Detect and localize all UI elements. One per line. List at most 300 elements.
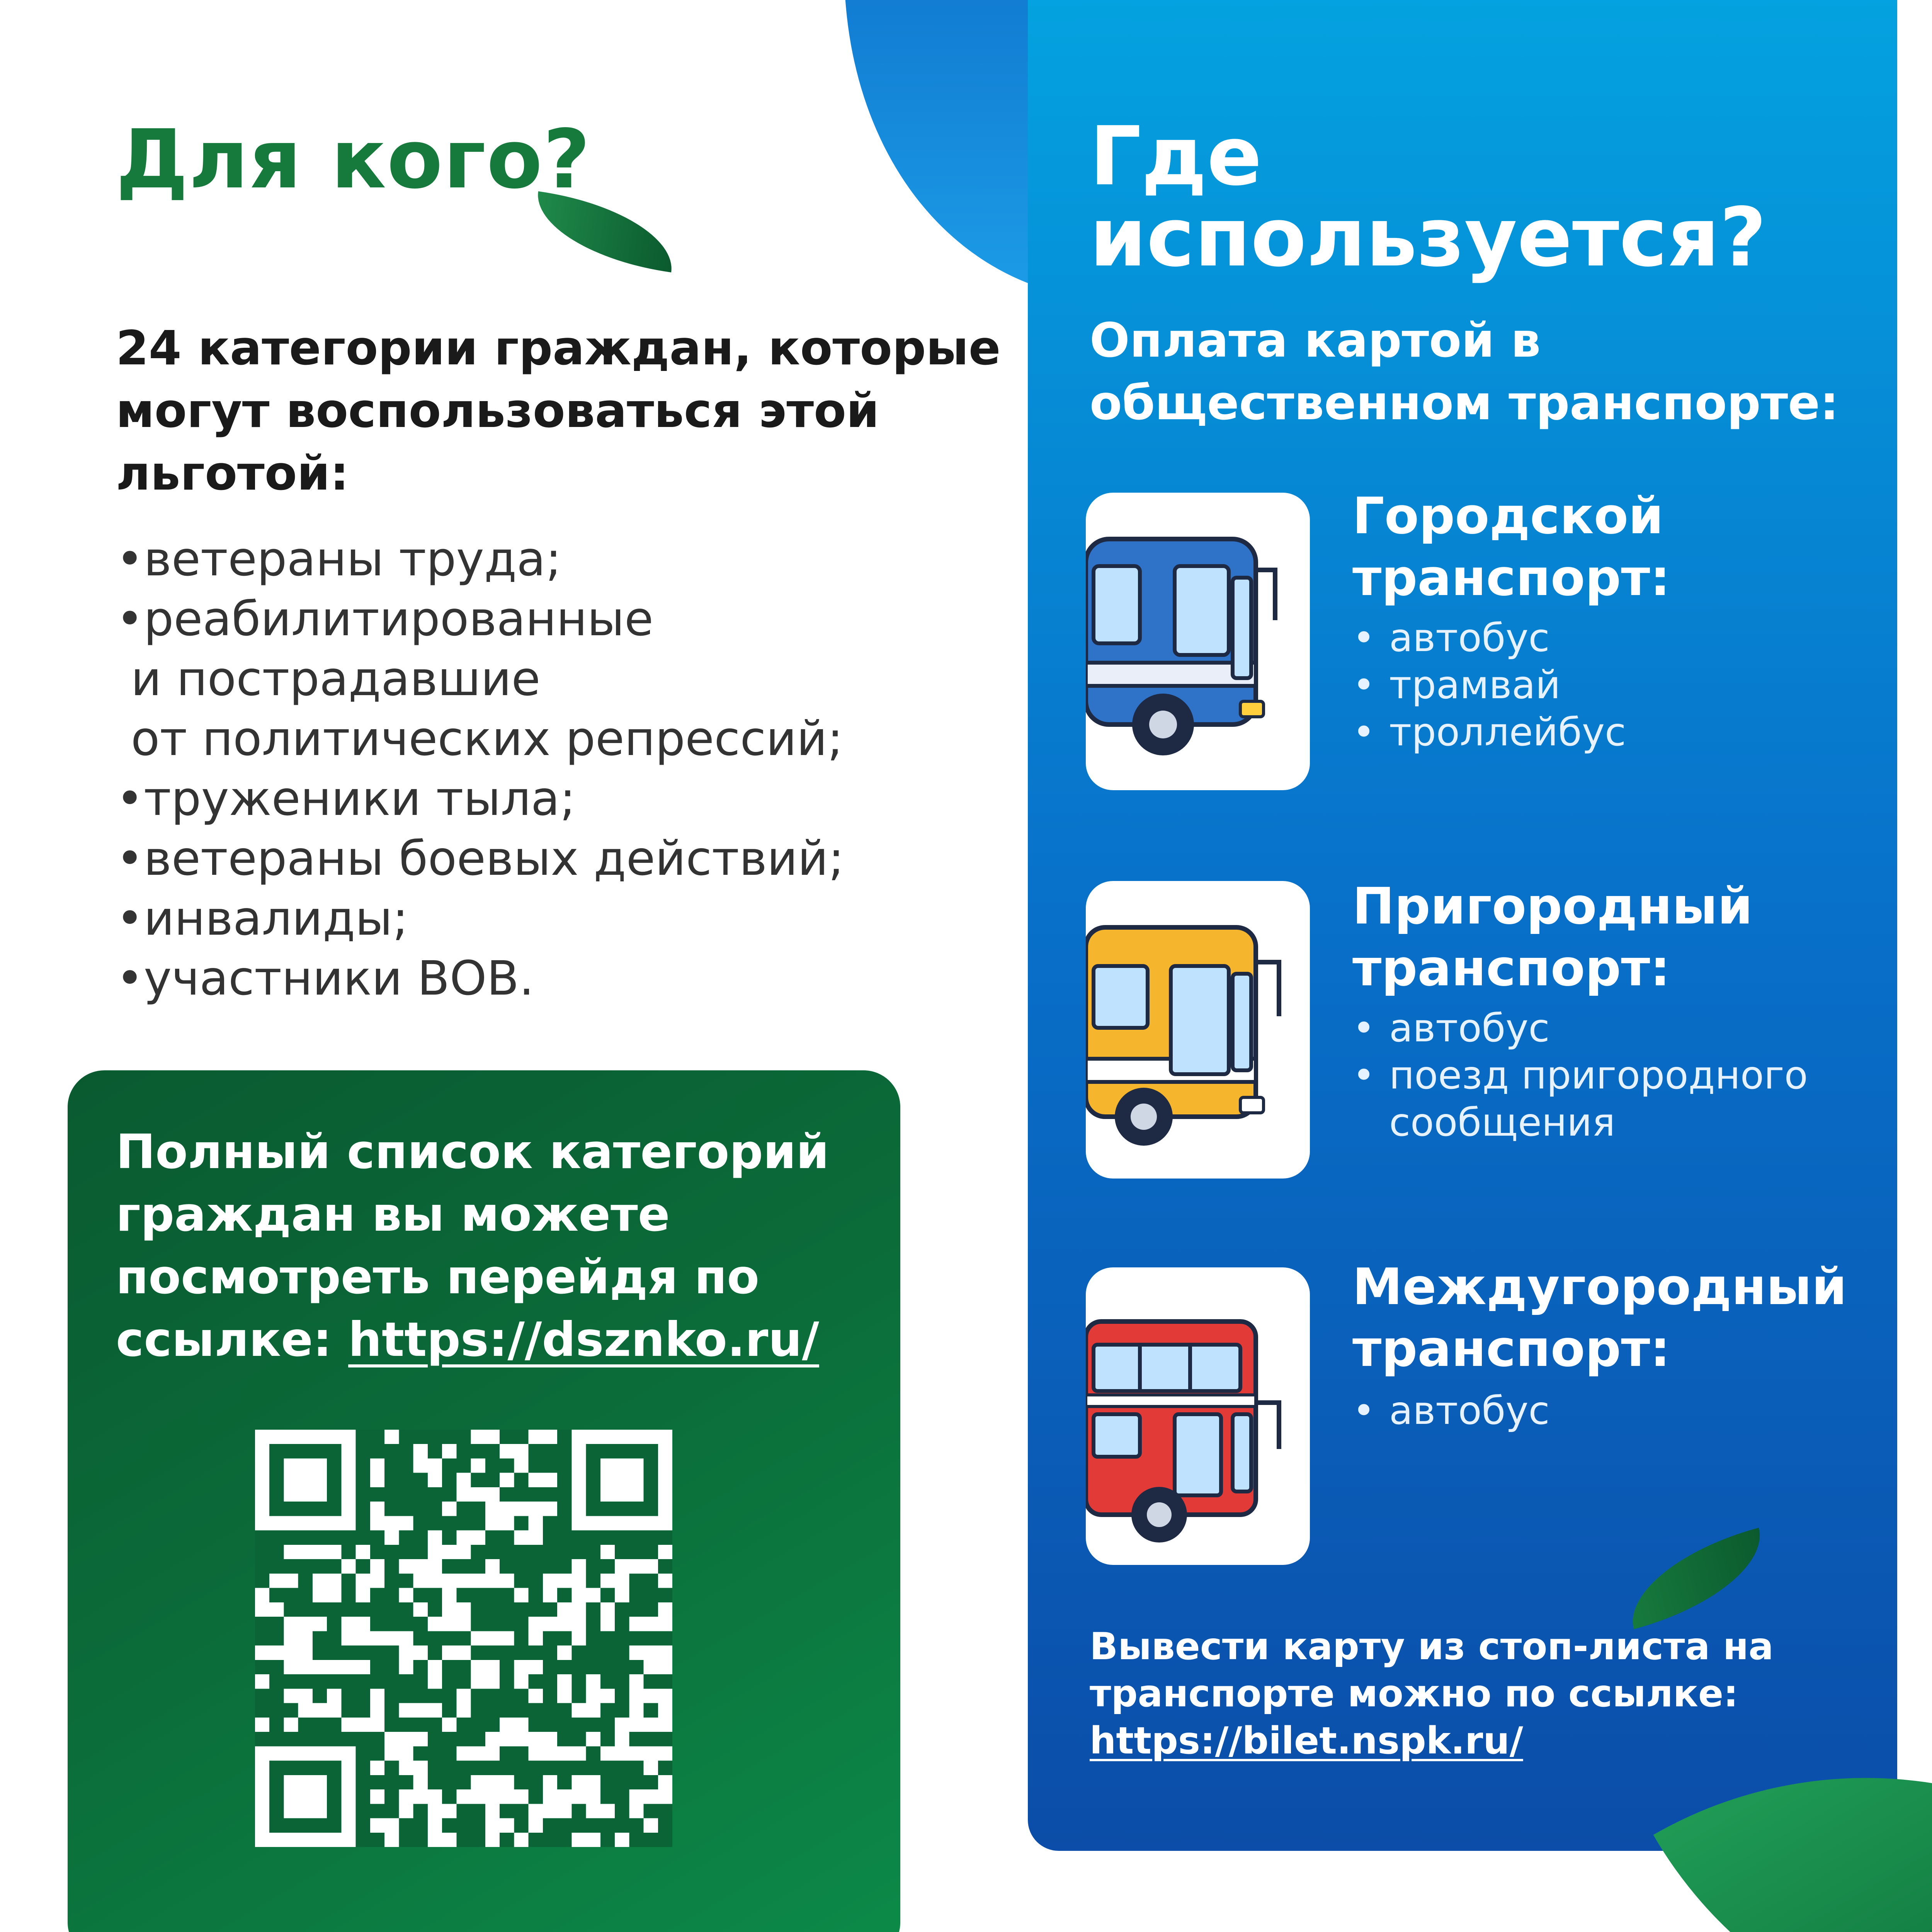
qr-module — [255, 1718, 269, 1732]
qr-module — [543, 1732, 557, 1746]
qr-module — [514, 1458, 528, 1473]
qr-module — [428, 1617, 442, 1631]
qr-module — [485, 1818, 500, 1833]
qr-module — [413, 1573, 428, 1588]
qr-module — [370, 1502, 384, 1516]
qr-module — [442, 1646, 456, 1660]
qr-module — [615, 1732, 629, 1746]
qr-module — [529, 1804, 543, 1818]
qr-module — [399, 1804, 413, 1818]
qr-module — [514, 1588, 528, 1602]
qr-module — [413, 1444, 428, 1458]
qr-module — [644, 1617, 658, 1631]
qr-module — [428, 1674, 442, 1689]
qr-module — [442, 1573, 456, 1588]
qr-module — [413, 1761, 428, 1775]
intercity-transport-title: Междугородный транспорт: — [1352, 1257, 1847, 1378]
qr-module — [629, 1703, 643, 1718]
qr-module — [658, 1646, 672, 1660]
qr-module — [471, 1674, 485, 1689]
qr-module — [658, 1718, 672, 1732]
qr-module — [658, 1746, 672, 1760]
qr-module — [399, 1789, 413, 1804]
qr-module — [370, 1573, 384, 1588]
qr-module — [557, 1746, 571, 1760]
qr-module — [356, 1718, 370, 1732]
qr-module — [341, 1718, 355, 1732]
qr-module — [370, 1761, 384, 1775]
qr-module — [485, 1674, 500, 1689]
qr-module — [571, 1746, 586, 1760]
qr-module — [471, 1631, 485, 1645]
list-item: •ветераны труда; — [116, 532, 562, 587]
qr-module — [284, 1631, 298, 1645]
qr-module — [586, 1833, 600, 1847]
double-decker-bus-icon — [1086, 1267, 1310, 1565]
qr-module — [456, 1487, 471, 1502]
qr-module — [456, 1789, 471, 1804]
list-item: • автобус — [1352, 1005, 1816, 1052]
qr-module — [284, 1573, 298, 1588]
qr-module — [629, 1718, 643, 1732]
qr-module — [327, 1573, 341, 1588]
qr-module — [615, 1833, 629, 1847]
qr-module — [485, 1804, 500, 1818]
qr-module — [571, 1573, 586, 1588]
qr-module — [658, 1545, 672, 1559]
qr-module — [485, 1430, 500, 1444]
qr-module — [571, 1588, 586, 1602]
qr-module — [370, 1631, 384, 1645]
qr-module — [485, 1732, 500, 1746]
city-transport-title: Городской транспорт: — [1352, 486, 1670, 607]
qr-module — [269, 1646, 284, 1660]
qr-module — [644, 1761, 658, 1775]
qr-module — [456, 1545, 471, 1559]
qr-module — [370, 1473, 384, 1487]
qr-module — [456, 1746, 471, 1760]
list-item: • трамвай — [1352, 662, 1816, 709]
qr-module — [658, 1602, 672, 1617]
qr-module — [586, 1732, 600, 1746]
full-list-description: Полный список категорий граждан вы можете посмотреть перейдя по ссылке: — [116, 1124, 829, 1367]
qr-module — [327, 1660, 341, 1674]
qr-module — [514, 1444, 528, 1458]
qr-module — [442, 1502, 456, 1516]
qr-module — [298, 1703, 313, 1718]
qr-module — [442, 1617, 456, 1631]
qr-module — [543, 1430, 557, 1444]
qr-module — [399, 1559, 413, 1573]
qr-module — [571, 1833, 586, 1847]
list-item: •инвалиды; — [116, 891, 408, 946]
qr-module — [298, 1631, 313, 1645]
qr-module — [514, 1789, 528, 1804]
qr-module — [586, 1674, 600, 1689]
suburban-transport-title: Пригородный транспорт: — [1352, 877, 1753, 997]
qr-module — [557, 1573, 571, 1588]
qr-module — [384, 1516, 399, 1530]
qr-module — [370, 1458, 384, 1473]
qr-module — [514, 1660, 528, 1674]
qr-module — [399, 1588, 413, 1602]
qr-module — [384, 1531, 399, 1545]
qr-module — [514, 1531, 528, 1545]
qr-module — [384, 1430, 399, 1444]
qr-module — [255, 1588, 269, 1602]
qr-module — [600, 1804, 615, 1818]
qr-module — [269, 1573, 284, 1588]
qr-module — [370, 1516, 384, 1530]
qr-module — [600, 1545, 615, 1559]
qr-module — [485, 1502, 500, 1516]
qr-module — [341, 1631, 355, 1645]
qr-module — [485, 1746, 500, 1760]
qr-module — [284, 1646, 298, 1660]
qr-module — [471, 1531, 485, 1545]
qr-module — [644, 1660, 658, 1674]
qr-module — [571, 1703, 586, 1718]
qr-module — [485, 1516, 500, 1530]
full-list-text — [116, 1121, 881, 1371]
qr-module — [543, 1746, 557, 1760]
categories-list — [116, 529, 966, 1009]
list-item: • поезд пригородного сообщения — [1352, 1052, 1816, 1146]
qr-module — [529, 1631, 543, 1645]
qr-module — [500, 1502, 514, 1516]
list-item: • троллейбус — [1352, 709, 1816, 756]
qr-module — [442, 1444, 456, 1458]
qr-module — [399, 1631, 413, 1645]
qr-module — [413, 1703, 428, 1718]
qr-module — [586, 1789, 600, 1804]
qr-module — [514, 1718, 528, 1732]
list-item: • автобус — [1352, 1387, 1816, 1434]
qr-module — [543, 1775, 557, 1789]
qr-module — [485, 1487, 500, 1502]
qr-module — [543, 1804, 557, 1818]
qr-module — [255, 1646, 269, 1660]
qr-module — [399, 1761, 413, 1775]
qr-module — [428, 1458, 442, 1473]
qr-module — [644, 1646, 658, 1660]
where-used-title-line2: используется? — [1090, 190, 1767, 285]
qr-module — [399, 1703, 413, 1718]
qr-module — [658, 1617, 672, 1631]
qr-module — [313, 1703, 327, 1718]
suburban-bus-card — [1086, 881, 1310, 1179]
qr-module — [471, 1775, 485, 1789]
qr-module — [313, 1617, 327, 1631]
qr-module — [399, 1660, 413, 1674]
qr-module — [557, 1602, 571, 1617]
qr-module — [557, 1617, 571, 1631]
qr-module — [284, 1718, 298, 1732]
dsznko-link[interactable]: https://dsznko.ru/ — [348, 1312, 819, 1367]
qr-module — [485, 1631, 500, 1645]
qr-module — [586, 1689, 600, 1703]
qr-module — [313, 1573, 327, 1588]
qr-module — [644, 1818, 658, 1833]
qr-module — [543, 1789, 557, 1804]
where-used-title — [1090, 109, 1824, 285]
qr-module — [284, 1660, 298, 1674]
qr-module — [571, 1617, 586, 1631]
qr-module — [428, 1703, 442, 1718]
qr-module — [600, 1602, 615, 1617]
qr-module — [284, 1545, 298, 1559]
qr-module — [586, 1775, 600, 1789]
qr-module — [571, 1789, 586, 1804]
qr-module — [428, 1545, 442, 1559]
qr-module — [456, 1646, 471, 1660]
qr-module — [456, 1617, 471, 1631]
qr-module — [442, 1545, 456, 1559]
qr-module — [456, 1689, 471, 1703]
qr-module — [284, 1617, 298, 1631]
qr-module — [313, 1660, 327, 1674]
city-bus-icon — [1086, 493, 1310, 790]
qr-module — [571, 1559, 586, 1573]
qr-module — [298, 1660, 313, 1674]
qr-module — [298, 1617, 313, 1631]
qr-module — [255, 1674, 269, 1689]
qr-module — [586, 1588, 600, 1602]
qr-module — [356, 1660, 370, 1674]
qr-module — [442, 1804, 456, 1818]
qr-module — [399, 1516, 413, 1530]
qr-module — [615, 1559, 629, 1573]
qr-module — [413, 1732, 428, 1746]
qr-module — [413, 1775, 428, 1789]
qr-module — [514, 1833, 528, 1847]
qr-module — [428, 1531, 442, 1545]
qr-module — [485, 1833, 500, 1847]
qr-module — [500, 1789, 514, 1804]
qr-module — [644, 1718, 658, 1732]
qr-module — [327, 1689, 341, 1703]
qr-module — [543, 1617, 557, 1631]
qr-module — [529, 1660, 543, 1674]
qr-module — [629, 1559, 643, 1573]
qr-module — [471, 1573, 485, 1588]
qr-module — [356, 1545, 370, 1559]
qr-module — [456, 1473, 471, 1487]
qr-module — [557, 1646, 571, 1660]
qr-module — [658, 1789, 672, 1804]
categories-intro: 24 категории граждан, которые могут воспользоваться этой льготой: — [116, 321, 1001, 501]
qr-module — [341, 1660, 355, 1674]
list-item: • автобус — [1352, 614, 1816, 662]
qr-module — [327, 1588, 341, 1602]
qr-module — [500, 1444, 514, 1458]
qr-module — [456, 1573, 471, 1588]
city-bus-card — [1086, 493, 1310, 790]
qr-module — [529, 1746, 543, 1760]
qr-module — [543, 1588, 557, 1602]
list-item: •реабилитированные — [116, 592, 654, 646]
qr-module — [557, 1674, 571, 1689]
qr-module — [600, 1689, 615, 1703]
qr-module — [327, 1703, 341, 1718]
qr-module — [557, 1789, 571, 1804]
qr-module — [485, 1789, 500, 1804]
qr-module — [399, 1732, 413, 1746]
qr-module — [644, 1689, 658, 1703]
qr-module — [428, 1789, 442, 1804]
bilet-nspk-link[interactable]: https://bilet.nspk.ru/ — [1090, 1719, 1523, 1762]
qr-module — [399, 1646, 413, 1660]
double-decker-card — [1086, 1267, 1310, 1565]
qr-module — [514, 1732, 528, 1746]
qr-module — [384, 1818, 399, 1833]
qr-module — [399, 1746, 413, 1760]
qr-module — [500, 1718, 514, 1732]
where-used-subtitle: Оплата картой в общественном транспорте: — [1090, 313, 1839, 430]
qr-module — [529, 1531, 543, 1545]
qr-module — [471, 1458, 485, 1473]
intercity-transport-list — [1352, 1387, 1816, 1434]
qr-module — [529, 1617, 543, 1631]
qr-module — [284, 1689, 298, 1703]
qr-module — [529, 1430, 543, 1444]
stop-list-text: Вывести карту из стоп-листа на транспорте можно по ссылке: — [1090, 1625, 1774, 1715]
qr-module — [658, 1573, 672, 1588]
qr-module — [543, 1573, 557, 1588]
qr-module — [571, 1775, 586, 1789]
qr-module — [442, 1602, 456, 1617]
qr-module — [615, 1573, 629, 1588]
qr-module — [571, 1631, 586, 1645]
qr-module — [644, 1746, 658, 1760]
qr-module — [298, 1646, 313, 1660]
qr-module — [500, 1516, 514, 1530]
list-item: •участники ВОВ. — [116, 951, 534, 1006]
qr-module — [629, 1789, 643, 1804]
qr-module — [658, 1703, 672, 1718]
qr-module — [327, 1545, 341, 1559]
where-used-title-line1: Где — [1090, 109, 1262, 204]
qr-module — [615, 1718, 629, 1732]
suburban-transport-list — [1352, 1005, 1816, 1146]
qr-module — [529, 1818, 543, 1833]
qr-module — [485, 1559, 500, 1573]
qr-module — [629, 1804, 643, 1818]
qr-module — [384, 1833, 399, 1847]
qr-module — [529, 1516, 543, 1530]
list-item: •труженики тыла; — [116, 771, 576, 826]
qr-module — [658, 1660, 672, 1674]
qr-module — [428, 1833, 442, 1847]
qr-module — [471, 1487, 485, 1502]
qr-module — [298, 1689, 313, 1703]
qr-module — [543, 1473, 557, 1487]
qr-module — [529, 1473, 543, 1487]
qr-module — [500, 1775, 514, 1789]
qr-module — [600, 1746, 615, 1760]
qr-module — [471, 1789, 485, 1804]
qr-module — [543, 1502, 557, 1516]
qr-module — [298, 1545, 313, 1559]
qr-module — [658, 1689, 672, 1703]
qr-module — [255, 1602, 269, 1617]
qr-module — [485, 1573, 500, 1588]
qr-module — [600, 1617, 615, 1631]
qr-module — [658, 1775, 672, 1789]
qr-module — [413, 1458, 428, 1473]
qr-module — [313, 1588, 327, 1602]
qr-module — [370, 1559, 384, 1573]
qr-module — [629, 1674, 643, 1689]
qr-module — [500, 1732, 514, 1746]
qr-module — [644, 1789, 658, 1804]
stop-list-note — [1090, 1623, 1824, 1764]
qr-module — [413, 1646, 428, 1660]
qr-module — [529, 1732, 543, 1746]
qr-module — [269, 1602, 284, 1617]
qr-module — [442, 1718, 456, 1732]
qr-module — [428, 1804, 442, 1818]
qr-module — [428, 1660, 442, 1674]
suburban-bus-icon — [1086, 881, 1310, 1179]
qr-module — [356, 1588, 370, 1602]
qr-module — [413, 1602, 428, 1617]
qr-module — [428, 1559, 442, 1573]
qr-module — [456, 1531, 471, 1545]
list-item: и пострадавшие — [116, 651, 541, 706]
qr-module — [629, 1617, 643, 1631]
qr-module — [571, 1602, 586, 1617]
qr-module — [370, 1718, 384, 1732]
qr-module — [370, 1703, 384, 1718]
qr-module — [384, 1746, 399, 1760]
qr-module — [413, 1789, 428, 1804]
qr-module — [500, 1818, 514, 1833]
qr-module — [586, 1703, 600, 1718]
for-whom-title: Для кого? — [116, 112, 591, 207]
qr-module — [356, 1617, 370, 1631]
qr-module — [413, 1559, 428, 1573]
qr-module — [529, 1502, 543, 1516]
qr-module — [370, 1818, 384, 1833]
qr-module — [514, 1674, 528, 1689]
qr-module — [370, 1689, 384, 1703]
list-item: от политических репрессий; — [116, 711, 844, 766]
city-transport-list — [1352, 614, 1816, 756]
qr-module — [529, 1689, 543, 1703]
qr-module — [500, 1573, 514, 1588]
qr-module — [341, 1559, 355, 1573]
qr-module — [384, 1631, 399, 1645]
qr-module — [644, 1559, 658, 1573]
qr-module — [356, 1573, 370, 1588]
qr-module — [500, 1631, 514, 1645]
qr-module — [615, 1588, 629, 1602]
qr-module — [629, 1746, 643, 1760]
qr-module — [615, 1746, 629, 1760]
qr-module — [471, 1660, 485, 1674]
qr-module — [629, 1646, 643, 1660]
qr-module — [600, 1573, 615, 1588]
qr-module — [428, 1473, 442, 1487]
qr-module — [356, 1631, 370, 1645]
qr-module — [442, 1588, 456, 1602]
qr-module — [485, 1660, 500, 1674]
qr-module — [471, 1430, 485, 1444]
qr-module — [428, 1573, 442, 1588]
qr-module — [456, 1602, 471, 1617]
qr-module — [514, 1502, 528, 1516]
